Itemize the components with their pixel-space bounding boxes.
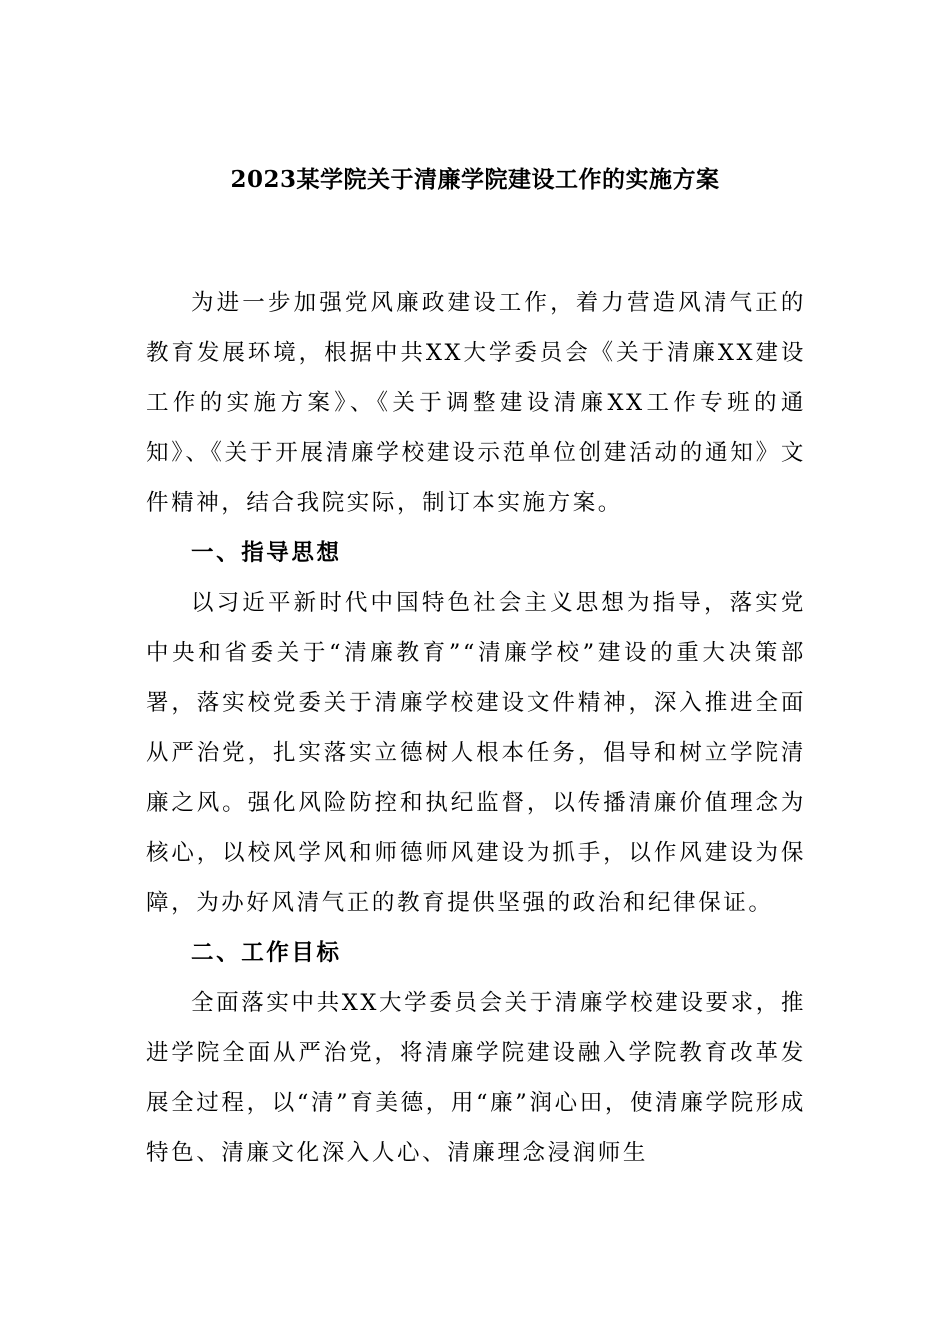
section-heading-work-goals: 二、工作目标 — [191, 940, 342, 966]
document-title: 2023某学院关于清廉学院建设工作的实施方案 — [230, 166, 720, 193]
intro-paragraph: 为进一步加强党风廉政建设工作，着力营造风清气正的教育发展环境，根据中共XX大学委员会《关于清廉XX建设工作的实施方案》、《关于调整建设清廉XX工作专班的通知》、《关于开展清廉学校建设示范单位创建活动的通知》文件精神，结合我院实际，制订本实施方案。 — [146, 290, 806, 516]
section-heading-guiding-ideology: 一、指导思想 — [191, 540, 342, 566]
section-text-work-goals: 全面落实中共XX大学委员会关于清廉学校建设要求，推进学院全面从严治党，将清廉学院建设融入学院教育改革发展全过程，以“清”育美德，用“廉”润心田，使清廉学院形成特色、清廉文化深入人心、清廉理念浸润师生 — [146, 990, 806, 1166]
document-body — [146, 278, 806, 1178]
section-text-guiding-ideology: 以习近平新时代中国特色社会主义思想为指导，落实党中央和省委关于“清廉教育”“清廉学校”建设的重大决策部署，落实校党委关于清廉学校建设文件精神，深入推进全面从严治党，扎实落实立德树人根本任务，倡导和树立学院清廉之风。强化风险防控和执纪监督，以传播清廉价值理念为核心，以校风学风和师德师风建设为抓手，以作风建设为保障，为办好风清气正的教育提供坚强的政治和纪律保证。 — [146, 590, 806, 916]
